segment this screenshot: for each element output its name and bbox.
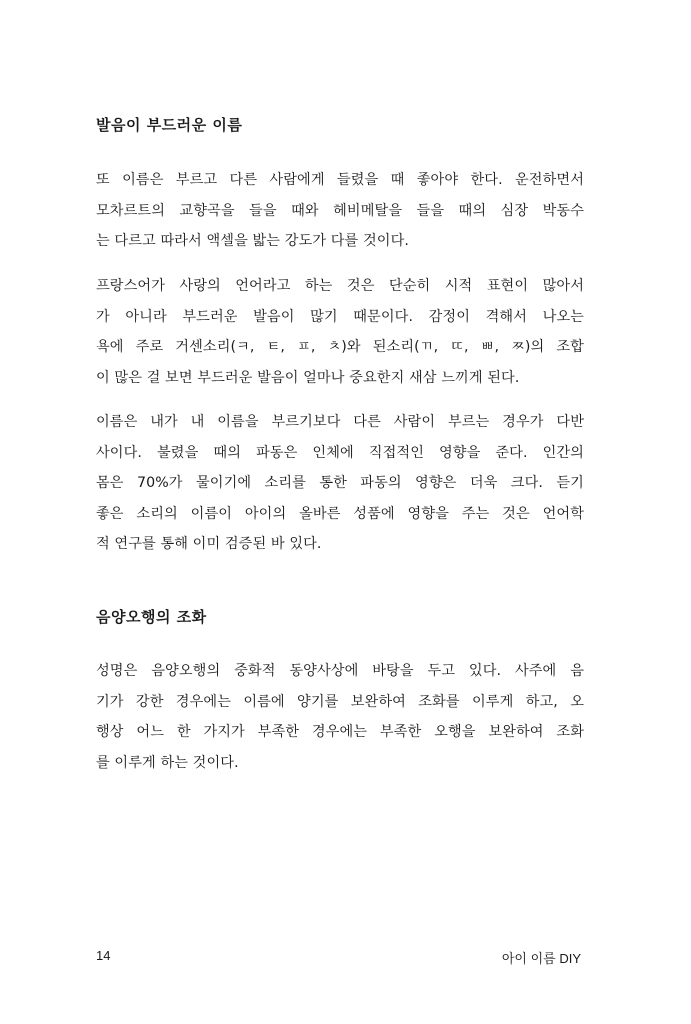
running-footer-book-title: 아이 이름 DIY <box>501 951 581 966</box>
paragraph-line: 몸은 70%가 물이기에 소리를 통한 파동의 영향은 더욱 크다. 듣기 <box>96 475 584 491</box>
section-heading-soft-pronunciation: 발음이 부드러운 이름 <box>96 116 243 134</box>
paragraph-line: 적 연구를 통해 이미 검증된 바 있다. <box>96 536 322 552</box>
paragraph-line: 행상 어느 한 가지가 부족한 경우에는 부족한 오행을 보완하여 조화 <box>96 724 584 740</box>
paragraph-line: 성명은 음양오행의 중화적 동양사상에 바탕을 두고 있다. 사주에 음 <box>96 663 584 679</box>
paragraph-line: 기가 강한 경우에는 이름에 양기를 보완하여 조화를 이루게 하고, 오 <box>96 693 584 710</box>
paragraph-line: 가 아니라 부드러운 발음이 많기 때문이다. 감정이 격해서 나오는 <box>96 308 584 325</box>
paragraph-line: 또 이름은 부르고 다른 사람에게 들렸을 때 좋아야 한다. 운전하면서 <box>96 172 584 188</box>
paragraph-line: 좋은 소리의 이름이 아이의 올바른 성품에 영향을 주는 것은 언어학 <box>96 505 584 522</box>
page-number: 14 <box>96 948 111 963</box>
paragraph-line: 이 많은 걸 보면 부드러운 발음이 얼마나 중요한지 새삼 느끼게 된다. <box>96 369 520 386</box>
paragraph <box>96 656 584 778</box>
paragraph-line: 를 이루게 하는 것이다. <box>96 754 239 771</box>
section-heading-yin-yang-harmony: 음양오행의 조화 <box>96 608 207 626</box>
paragraph <box>96 165 584 257</box>
paragraph-line: 이름은 내가 내 이름을 부르기보다 다른 사람이 부르는 경우가 다반 <box>96 414 584 430</box>
paragraph-line: 는 다르고 따라서 액셀을 밟는 강도가 다를 것이다. <box>96 233 409 249</box>
paragraph-line: 사이다. 불렸을 때의 파동은 인체에 직접적인 영향을 준다. 인간의 <box>96 444 584 461</box>
paragraph-line: 욕에 주로 거센소리(ㅋ, ㅌ, ㅍ, ㅊ)와 된소리(ㄲ, ㄸ, ㅃ, ㅉ)의 조합 <box>96 339 584 355</box>
paragraph-line: 프랑스어가 사랑의 언어라고 하는 것은 단순히 시적 표현이 많아서 <box>96 278 584 294</box>
paragraph-line: 모차르트의 교향곡을 들을 때와 헤비메탈을 들을 때의 심장 박동수 <box>96 202 584 219</box>
paragraph <box>96 407 584 560</box>
paragraph <box>96 271 584 393</box>
